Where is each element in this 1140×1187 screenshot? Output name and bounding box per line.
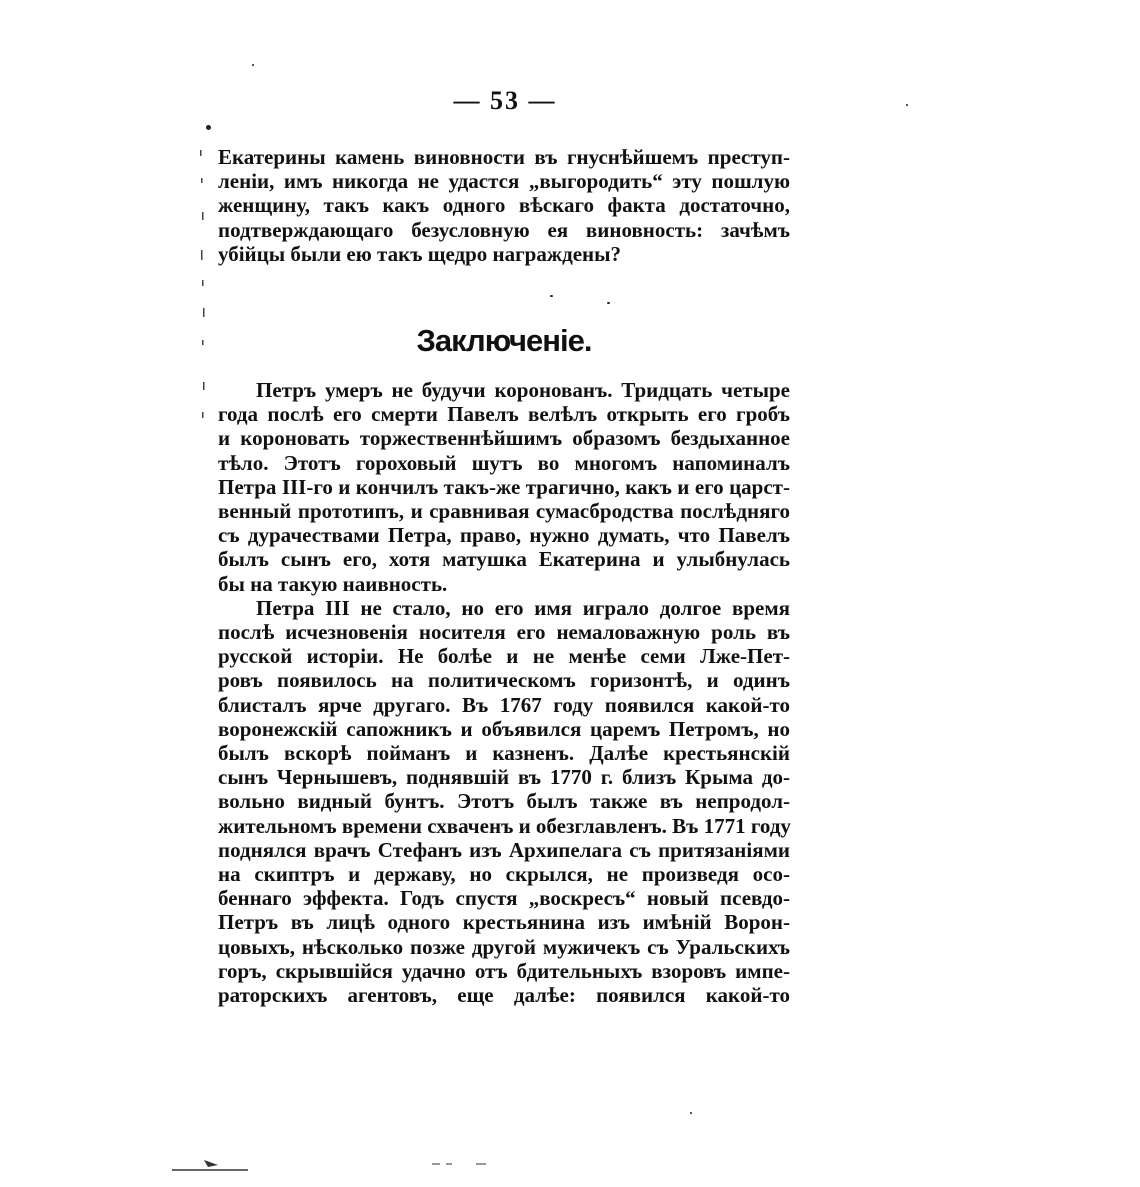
text-line: жительномъ времени схваченъ и обезглавленъ. Въ 1771 году (218, 813, 791, 838)
text-line: съ дурачествами Петра, право, нужно думать, что Павелъ (218, 523, 790, 548)
top-paragraph (218, 145, 790, 266)
paragraph-1 (218, 378, 790, 596)
paragraph-2 (218, 596, 790, 1007)
text-line: русской исторiи. Не болѣе и не менѣе семи Лже-Пет- (218, 644, 790, 669)
text-line: вольно видный бунтъ. Этотъ былъ также въ непродол- (218, 789, 790, 814)
text-line: цовыхъ, нѣсколько позже другой мужичекъ съ Уральскихъ (218, 934, 790, 959)
text-line: послѣ исчезновенiя носителя его немаловажную роль въ (218, 620, 790, 645)
text-line: на скиптръ и державу, но скрылся, не произведя осо- (218, 862, 790, 887)
text-line: женщину, такъ какъ одного вѣскаго факта достаточно, (218, 193, 790, 218)
text-line: Петръ въ лицѣ одного крестьянина изъ имѣнiй Ворон- (218, 910, 790, 935)
text-line: ленiи, имъ никогда не удастся „выгородить“ эту пошлую (218, 169, 790, 194)
text-line: ровъ появилось на политическомъ горизонтѣ, и одинъ (218, 668, 790, 693)
scan-speck (550, 295, 553, 297)
scan-speck (252, 64, 254, 66)
text-line: подтверждающаго безусловную ея виновность: зачѣмъ (218, 217, 790, 242)
text-line: Петра III-го и кончилъ такъ-же трагично, какъ и его царст- (218, 474, 790, 499)
text-line: и короновать торжественнѣйшимъ образомъ бездыханное (218, 426, 790, 451)
text-line: раторскихъ агентовъ, еще далѣе: появился какой-то (218, 983, 790, 1008)
text-line: Петра III не стало, но его имя играло долгое время (256, 595, 790, 620)
text-line: былъ сынъ его, хотя матушка Екатерина и улыбнулась (218, 547, 790, 572)
scan-edge-mark (430, 1160, 490, 1168)
text-line: горъ, скрывшiйся удачно отъ бдительныхъ взоровъ импе- (218, 958, 790, 983)
scan-speck (690, 1112, 692, 1114)
text-line: Петръ умеръ не будучи коронованъ. Тридцать четыре (256, 378, 790, 402)
text-line: воронежскiй сапожникъ и объявился царемъ Петромъ, но (218, 716, 790, 741)
scan-speck (607, 302, 610, 304)
margin-scan-marks (196, 150, 214, 430)
text-line: поднялся врачъ Стефанъ изъ Архипелага съ притязанiями (218, 837, 790, 862)
text-line: бы на такую наивность. (218, 571, 448, 596)
text-line: Екатерины камень виновности въ гнуснѣйшемъ преступ- (218, 145, 790, 169)
scan-speck (206, 125, 211, 130)
text-line: венный прототипъ, и сравнивая сумасбродства послѣдняго (218, 499, 790, 524)
scan-speck (906, 104, 908, 106)
text-line: сынъ Чернышевъ, поднявшiй въ 1770 г. близъ Крыма до- (218, 765, 790, 790)
text-line: года послѣ его смерти Павелъ велѣлъ открыть его гробъ (218, 402, 790, 427)
section-heading: Заключенiе. (416, 323, 592, 358)
body-text (218, 378, 790, 1007)
text-line: тѣло. Этотъ гороховый шутъ во многомъ напоминалъ (218, 450, 790, 475)
scan-edge-mark (170, 1156, 250, 1176)
text-line: былъ вскорѣ пойманъ и казненъ. Далѣе крестьянскiй (218, 741, 790, 766)
page-number: — 53 — (453, 86, 557, 115)
text-line: убiйцы были ею такъ щедро награждены? (218, 241, 622, 266)
text-line: блисталъ ярче другаго. Въ 1767 году появился какой-то (218, 692, 790, 717)
text-line: беннаго эффекта. Годъ спустя „воскресъ“ новый псевдо- (218, 886, 790, 911)
